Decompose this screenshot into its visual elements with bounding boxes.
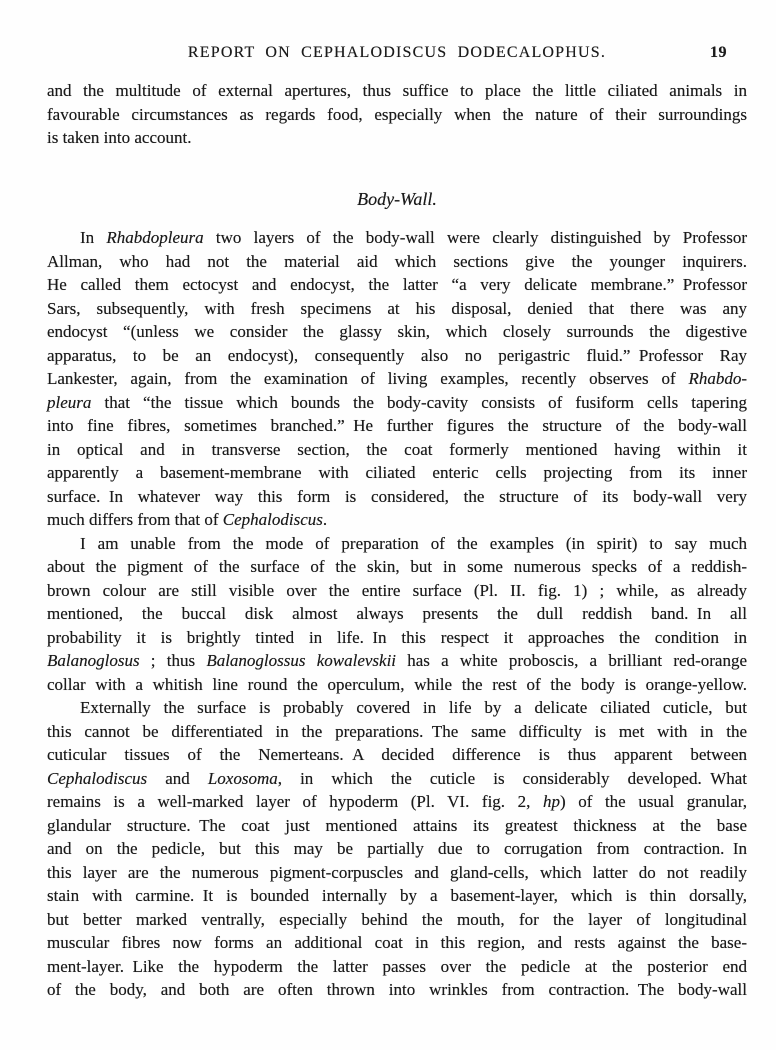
- text-line: [47, 955, 747, 979]
- text-run: two layers of the body-wall were clearly distinguished by Professor: [203, 228, 747, 247]
- text-line: [47, 908, 747, 932]
- text-line: [47, 931, 747, 955]
- text-line: [47, 461, 747, 485]
- text-line: [47, 814, 747, 838]
- text-line: [47, 649, 747, 673]
- text-run: probability it is brightly tinted in life. In this respect it approaches the condition in: [47, 627, 747, 647]
- text-run: ; thus: [139, 651, 207, 670]
- text-line: [47, 103, 747, 127]
- text-line: [47, 126, 747, 150]
- text-line: [47, 978, 747, 1002]
- italic-text-run: Cephalodiscus: [47, 768, 148, 788]
- text-line: [47, 790, 747, 814]
- text-run: , in which the cuticle is considerably developed. What: [277, 768, 748, 788]
- text-run: into fine fibres, sometimes branched.” He further figures the structure of the body-wall: [47, 416, 747, 435]
- text-run: in optical and in transverse section, the coat formerly mentioned having within it: [47, 439, 747, 459]
- text-run: surface. In whatever way this form is considered, the structure of its body-wall very: [47, 486, 747, 506]
- page-header: [47, 44, 747, 66]
- text-run: ) of the usual granular,: [559, 792, 747, 811]
- text-run: favourable circumstances as regards food, especially when the nature of their surroundings: [47, 104, 747, 124]
- text-run: has a white proboscis, a brilliant red-orange: [396, 651, 748, 670]
- text-line: [47, 367, 747, 391]
- text-run: stain with carmine. It is bounded internally by a basement-layer, which is thin dorsally,: [47, 886, 747, 905]
- italic-text-run: Balanoglosus: [47, 651, 140, 670]
- text-run: I am unable from the mode of preparation of the examples (in spirit) to say much: [80, 533, 747, 553]
- text-line: [47, 767, 747, 791]
- text-run: and the multitude of external apertures, thus suffice to place the little ciliated animals in: [47, 81, 747, 100]
- text-run: and on the pedicle, but this may be partially due to corrugation from contraction. In: [47, 839, 747, 858]
- text-line: [47, 226, 747, 250]
- text-run: Lankester, again, from the examination of living examples, recently observes of: [47, 369, 689, 388]
- text-run: that “the tissue which bounds the body-cavity consists of fusiform cells tapering: [91, 392, 747, 412]
- text-run: glandular structure. The coat just mentioned attains its greatest thickness at the base: [47, 815, 747, 835]
- intro-paragraph-container: [47, 79, 747, 150]
- paragraph: [47, 696, 747, 1002]
- text-run: mentioned, the buccal disk almost always presents the dull reddish band. In all: [47, 604, 747, 623]
- italic-text-run: pleura: [47, 392, 92, 412]
- text-run: cuticular tissues of the Nemerteans. A decided difference is thus apparent between: [47, 745, 747, 764]
- text-run: He called them ectocyst and endocyst, the latter “a very delicate membrane.” Professor: [47, 275, 747, 294]
- text-run: remains is a well-marked layer of hypoderm (Pl. VI. fig. 2,: [47, 792, 543, 811]
- text-run: .: [322, 510, 328, 529]
- text-line: [47, 391, 747, 415]
- text-run: endocyst “(unless we consider the glassy skin, which closely surrounds the digestive: [47, 322, 747, 341]
- text-run: of the body, and both are often thrown into wrinkles from contraction. The body-wall: [47, 980, 747, 999]
- italic-text-run: Balanoglossus kowalevskii: [206, 651, 397, 670]
- text-line: [47, 696, 747, 720]
- paragraph: [47, 226, 747, 532]
- text-run: is taken into account.: [47, 128, 192, 147]
- text-line: [47, 720, 747, 744]
- running-title: REPORT ON CEPHALODISCUS DODECALOPHUS.: [187, 44, 607, 61]
- paragraph: [47, 532, 747, 697]
- italic-text-run: Rhabdopleura: [106, 228, 204, 247]
- text-line: [47, 673, 747, 697]
- italic-text-run: Loxosoma: [207, 768, 278, 788]
- italic-text-run: Cephalodiscus: [222, 510, 323, 529]
- text-run: this layer are the numerous pigment-corpuscles and gland-cells, which latter do not readily: [47, 862, 747, 882]
- text-line: [47, 626, 747, 650]
- text-run: muscular fibres now forms an additional coat in this region, and rests against the base-: [47, 933, 747, 952]
- text-line: [47, 861, 747, 885]
- text-line: [47, 579, 747, 603]
- text-line: [47, 508, 747, 532]
- text-line: [47, 297, 747, 321]
- text-line: [47, 555, 747, 579]
- paragraph: [47, 79, 747, 150]
- text-line: [47, 532, 747, 556]
- text-line: [47, 743, 747, 767]
- italic-text-run: hp: [542, 792, 560, 811]
- text-run: In: [80, 228, 107, 247]
- text-line: [47, 320, 747, 344]
- text-line: [47, 79, 747, 103]
- section-heading: [47, 188, 747, 212]
- text-run: ment-layer. Like the hypoderm the latter passes over the pedicle at the posterior end: [47, 956, 747, 976]
- text-line: [47, 273, 747, 297]
- text-run: collar with a whitish line round the operculum, while the rest of the body is orange-yellow.: [47, 674, 747, 694]
- text-run: brown colour are still visible over the entire surface (Pl. II. fig. 1) ; while, as already: [47, 580, 747, 600]
- body-paragraphs-container: [47, 226, 747, 1002]
- text-run: much differs from that of: [47, 510, 223, 529]
- text-line: [47, 485, 747, 509]
- text-run: apparatus, to be an endocyst), consequently also no perigastric fluid.” Professor Ray: [47, 345, 747, 365]
- text-line: [47, 837, 747, 861]
- text-line: [47, 438, 747, 462]
- page-number: 19: [710, 44, 727, 61]
- text-line: [47, 884, 747, 908]
- text-line: [47, 414, 747, 438]
- text-run: Sars, subsequently, with fresh specimens at his disposal, denied that there was any: [47, 298, 747, 318]
- text-run: Allman, who had not the material aid which sections give the younger inquirers.: [47, 251, 747, 271]
- text-line: [47, 344, 747, 368]
- text-line: [47, 602, 747, 626]
- text-line: [47, 250, 747, 274]
- text-run: and: [147, 768, 208, 788]
- text-run: about the pigment of the surface of the skin, but in some numerous specks of a reddish-: [47, 557, 747, 576]
- italic-text-run: Body-Wall.: [357, 189, 437, 209]
- text-run: this cannot be differentiated in the preparations. The same difficulty is met with in the: [47, 721, 747, 741]
- italic-text-run: Rhabdo-: [688, 369, 747, 388]
- text-run: Externally the surface is probably covered in life by a delicate ciliated cuticle, but: [80, 698, 747, 717]
- text-run: apparently a basement-membrane with ciliated enteric cells projecting from its inner: [47, 463, 747, 482]
- text-run: but better marked ventrally, especially behind the mouth, for the layer of longitudinal: [47, 909, 747, 929]
